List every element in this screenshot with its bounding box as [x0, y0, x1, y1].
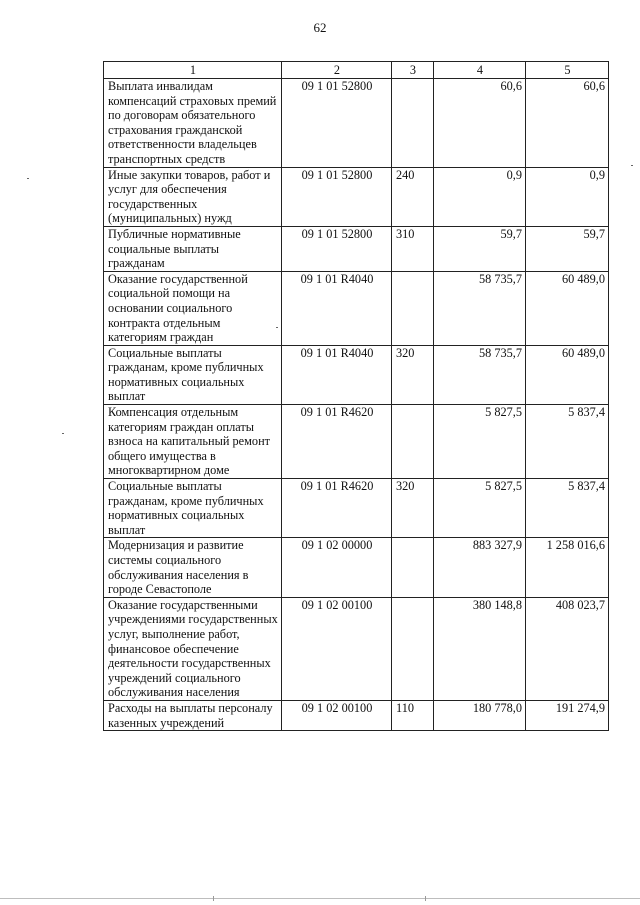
row-name: Компенсация отдельным категориям граждан оплаты взноса на капитальный ремонт общего имущества в многоквартирном доме: [104, 405, 282, 479]
row-value-col5: 5 837,4: [526, 479, 609, 538]
header-cell-4: 4: [434, 62, 526, 79]
row-value-col4: 883 327,9: [434, 538, 526, 597]
row-value-col5: 60 489,0: [526, 345, 609, 404]
row-name: Социальные выплаты гражданам, кроме публичных нормативных социальных выплат: [104, 345, 282, 404]
table-row: [104, 345, 609, 404]
row-value-col5: 60,6: [526, 79, 609, 168]
bottom-edge-tick: [425, 896, 426, 901]
table-row: [104, 538, 609, 597]
row-code: 09 1 01 R4040: [282, 345, 392, 404]
scan-speck: [276, 327, 278, 328]
header-row: [104, 62, 609, 79]
row-expense-type: [392, 538, 434, 597]
table-row: [104, 226, 609, 271]
table-row: [104, 167, 609, 226]
table-row: [104, 271, 609, 345]
row-value-col4: 58 735,7: [434, 271, 526, 345]
table-row: [104, 79, 609, 168]
row-name: Социальные выплаты гражданам, кроме публичных нормативных социальных выплат: [104, 479, 282, 538]
row-value-col4: 59,7: [434, 226, 526, 271]
row-value-col5: 60 489,0: [526, 271, 609, 345]
table-row: [104, 405, 609, 479]
row-expense-type: [392, 79, 434, 168]
row-value-col5: 408 023,7: [526, 597, 609, 700]
header-cell-1: 1: [104, 62, 282, 79]
row-name: Публичные нормативные социальные выплаты гражданам: [104, 226, 282, 271]
row-expense-type: [392, 405, 434, 479]
row-expense-type: 110: [392, 700, 434, 730]
row-value-col5: 0,9: [526, 167, 609, 226]
scan-speck: [62, 433, 64, 434]
bottom-edge-tick: [213, 896, 214, 901]
budget-table: [103, 61, 609, 731]
header-cell-3: 3: [392, 62, 434, 79]
row-expense-type: [392, 597, 434, 700]
page-number: 62: [313, 20, 327, 35]
row-name: Оказание государственной социальной помощи на основании социального контракта отдельным категориям граждан: [104, 271, 282, 345]
row-name: Выплата инвалидам компенсаций страховых премий по договорам обязательного страхования гражданской ответственности владельцев транспортных средств: [104, 79, 282, 168]
row-value-col5: 5 837,4: [526, 405, 609, 479]
row-code: 09 1 01 R4620: [282, 479, 392, 538]
row-expense-type: [392, 271, 434, 345]
row-code: 09 1 01 R4620: [282, 405, 392, 479]
row-expense-type: 320: [392, 479, 434, 538]
row-code: 09 1 01 52800: [282, 167, 392, 226]
table-row: [104, 700, 609, 730]
row-name: Расходы на выплаты персоналу казенных учреждений: [104, 700, 282, 730]
scan-speck: [27, 178, 29, 179]
table-row: [104, 597, 609, 700]
row-code: 09 1 02 00000: [282, 538, 392, 597]
row-code: 09 1 01 52800: [282, 226, 392, 271]
row-value-col4: 380 148,8: [434, 597, 526, 700]
row-expense-type: 320: [392, 345, 434, 404]
row-value-col4: 60,6: [434, 79, 526, 168]
row-code: 09 1 02 00100: [282, 597, 392, 700]
row-name: Иные закупки товаров, работ и услуг для обеспечения государственных (муниципальных) нужд: [104, 167, 282, 226]
scan-speck: [631, 165, 633, 166]
table-row: [104, 479, 609, 538]
row-value-col4: 5 827,5: [434, 479, 526, 538]
row-value-col4: 180 778,0: [434, 700, 526, 730]
row-name: Оказание государственными учреждениями государственных услуг, выполнение работ, финансовое обеспечение деятельности государственных учреждений социального обслуживания населения: [104, 597, 282, 700]
row-expense-type: 310: [392, 226, 434, 271]
row-value-col5: 1 258 016,6: [526, 538, 609, 597]
row-value-col5: 59,7: [526, 226, 609, 271]
row-name: Модернизация и развитие системы социального обслуживания населения в городе Севастополе: [104, 538, 282, 597]
row-code: 09 1 01 52800: [282, 79, 392, 168]
header-cell-2: 2: [282, 62, 392, 79]
row-code: 09 1 02 00100: [282, 700, 392, 730]
row-value-col5: 191 274,9: [526, 700, 609, 730]
row-value-col4: 58 735,7: [434, 345, 526, 404]
header-cell-5: 5: [526, 62, 609, 79]
row-value-col4: 0,9: [434, 167, 526, 226]
row-expense-type: 240: [392, 167, 434, 226]
row-value-col4: 5 827,5: [434, 405, 526, 479]
row-code: 09 1 01 R4040: [282, 271, 392, 345]
bottom-edge-rule: [0, 898, 640, 899]
